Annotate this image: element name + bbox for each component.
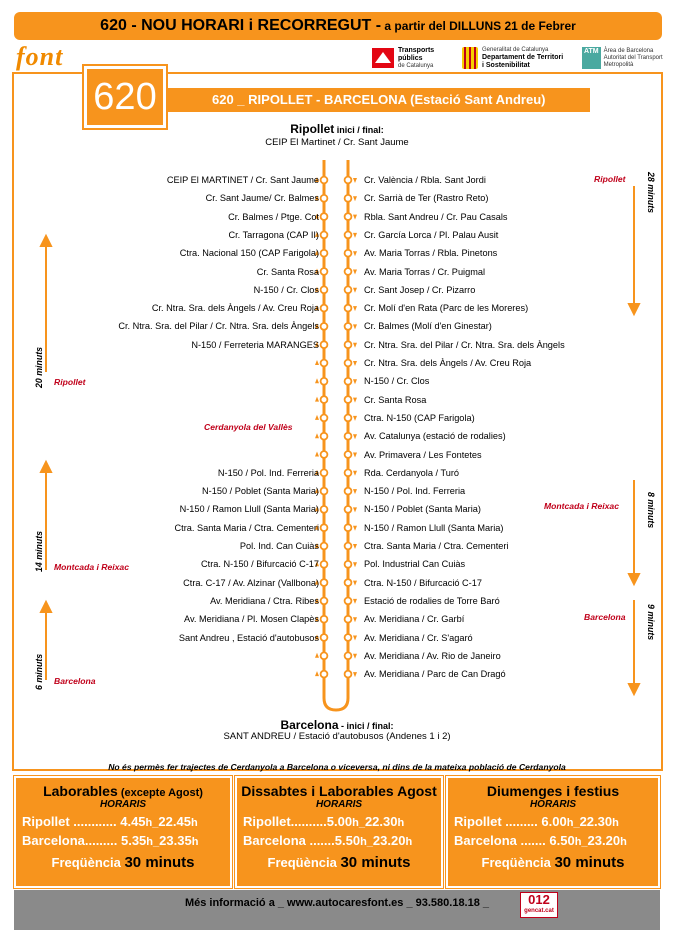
footer-info: Més informació a _ www.autocaresfont.es _ 93.580.18.18 _ [184, 897, 490, 909]
schedule-frequency: Freqüència 30 minuts [481, 854, 625, 871]
stop-right-label: Cr. Santa Rosa [364, 394, 427, 405]
stop-marker-left [315, 396, 327, 403]
schedule-subtitle: HORARIS [315, 799, 363, 810]
stop-marker-right [345, 250, 357, 257]
footer-label: Més informació a _ [184, 897, 288, 909]
town-right-ripollet: Ripollet [594, 174, 626, 184]
destination-label: - inici / final: [338, 721, 394, 731]
schedule-frequency: Freqüència 30 minuts [51, 854, 195, 871]
schedule-title: Dissabtes i Laborables Agost [241, 783, 437, 799]
stop-marker-right [345, 579, 357, 586]
town-right-montcada: Montcada i Reixac [544, 501, 619, 511]
stop-left-label: Cr. Tarragona (CAP II) [228, 229, 319, 240]
stop-marker-right [345, 561, 357, 568]
footer-web-link[interactable]: www.autocaresfont.es [287, 897, 404, 909]
schedule-weekdays [14, 776, 232, 888]
schedule-title: Diumenges i festius [486, 783, 620, 799]
stop-marker-right [345, 506, 357, 513]
duration-right-8: 8 minuts [646, 492, 656, 529]
stop-left-label: Ctra. Santa Maria / Ctra. Cementeri [174, 522, 319, 533]
origin-name: Ripollet [290, 122, 335, 136]
stop-right-label: Av. Meridiana / Cr. S'agaró [364, 632, 473, 643]
stop-right-label: N-150 / Ramon Llull (Santa Maria) [364, 522, 504, 533]
stop-marker-right [345, 268, 357, 275]
stop-right-label: Av. Meridiana / Cr. Garbí [364, 614, 465, 625]
stop-marker-right [345, 616, 357, 623]
stop-right-label: Av. Maria Torras / Cr. Puigmal [364, 266, 486, 277]
stop-right-label: Cr. García Lorca / Pl. Palau Ausit [364, 229, 499, 240]
right-arrow-9-head [629, 684, 639, 694]
stop-left-label: Cr. Balmes / Ptge. Cot [228, 211, 319, 222]
banner-title: 620 - NOU HORARI i RECORREGUT - [100, 17, 382, 34]
stop-marker-left [315, 378, 327, 385]
schedule-row-ripollet: Ripollet..........5.00h_22.30h [243, 814, 405, 829]
stop-marker-left [315, 652, 327, 659]
stop-right-label: Cr. València / Rbla. Sant Jordi [364, 175, 486, 185]
destination-stop: SANT ANDREU / Estació d'autobusos (Andenes 1 i 2) [223, 731, 451, 742]
gen-line-2: Departament de Territori [482, 53, 564, 61]
stop-left-label: Av. Meridiana / Ctra. Ribes [210, 595, 319, 606]
destination-name: Barcelona [280, 718, 339, 732]
banner-subtitle: a partir del DILLUNS 21 de Febrer [381, 19, 576, 33]
stop-marker-right [345, 415, 357, 422]
stop-marker-right [345, 524, 357, 531]
stop-left-label: Cr. Ntra. Sra. del Pilar / Cr. Ntra. Sra. dels Àngels [118, 321, 319, 332]
stop-left-label: Av. Meridiana / Pl. Mosen Clapès [184, 614, 319, 625]
stop-left-label: Ctra. C-17 / Av. Alzinar (Vallbona) [183, 577, 319, 588]
stop-right-label: Rda. Cerdanyola / Turó [364, 467, 459, 478]
stop-right-label: Av. Meridiana / Av. Rio de Janeiro [364, 650, 501, 661]
stop-right-label: N-150 / Cr. Clos [364, 376, 430, 387]
stop-right-label: Av. Catalunya (estació de rodalies) [364, 431, 506, 442]
gen-line-1: Generalitat de Catalunya [482, 46, 549, 53]
stop-left-label: N-150 / Cr. Clos [253, 284, 319, 295]
stop-marker-left [315, 415, 327, 422]
footer-phone[interactable]: 93.580.18.18 [415, 897, 480, 909]
stop-left-label: Ctra. N-150 / Bifurcació C-17 [201, 559, 319, 570]
stop-left-label: N-150 / Poblet (Santa Maria) [202, 486, 319, 497]
town-left-montcada: Montcada i Reixac [54, 562, 129, 572]
stop-marker-left [315, 360, 327, 367]
stop-right-label: Pol. Industrial Can Cuiàs [364, 559, 466, 570]
tpc-line-2: públics [398, 54, 423, 62]
line-number-badge: 620 [84, 66, 166, 128]
stop-marker-right [345, 634, 357, 641]
restriction-note: No és permès fer trajectes de Cerdanyola a Barcelona o viceversa, ni dins de la mateixa població de Cerdanyola [108, 762, 566, 772]
schedule-frequency: Freqüència 30 minuts [267, 854, 411, 871]
duration-left-6: 6 minuts [34, 653, 44, 690]
stop-markers [315, 177, 357, 678]
left-arrow-20-head [41, 236, 51, 246]
stop-left-label: Sant Andreu , Estació d'autobusos [178, 632, 319, 643]
stop-marker-right [345, 469, 357, 476]
schedule-subtitle: HORARIS [99, 799, 147, 810]
town-left-ripollet: Ripollet [54, 377, 86, 387]
stop-marker-right [345, 433, 357, 440]
stop-marker-right [345, 488, 357, 495]
stop-marker-right [345, 286, 357, 293]
stop-marker-left [315, 451, 327, 458]
stop-marker-right [345, 652, 357, 659]
stop-right-label: Cr. Molí d'en Rata (Parc de les Moreres) [364, 303, 529, 314]
atm-line-1: Àrea de Barcelona [603, 47, 654, 54]
town-left-barcelona: Barcelona [54, 676, 96, 686]
stop-left-label: N-150 / Ramon Llull (Santa Maria) [179, 504, 319, 515]
town-right-barcelona: Barcelona [584, 612, 626, 622]
logo-012 [520, 892, 558, 918]
stop-marker-right [345, 341, 357, 348]
stop-marker-right [345, 305, 357, 312]
town-cerdanyola: Cerdanyola del Vallès [204, 422, 293, 432]
stop-right-label: Ctra. N-150 / Bifurcació C-17 [364, 577, 482, 588]
stop-marker-right [345, 378, 357, 385]
stop-left-label: Cr. Ntra. Sra. dels Àngels / Av. Creu Roja [151, 303, 319, 314]
stop-left-label: Ctra. Nacional 150 (CAP Farigola) [179, 248, 319, 259]
stop-right-label: Av. Meridiana / Parc de Can Dragó [364, 669, 506, 680]
stop-right-label: Cr. Ntra. Sra. dels Àngels / Av. Creu Roja [364, 358, 532, 368]
tpc-line-3: de Catalunya [398, 62, 434, 69]
duration-left-20: 20 minuts [34, 346, 44, 388]
stop-right-label: Cr. Sarrià de Ter (Rastro Reto) [364, 193, 489, 204]
right-arrow-8-head [629, 574, 639, 584]
stop-marker-left [315, 671, 327, 678]
stop-right-label: N-150 / Pol. Ind. Ferreria [364, 486, 466, 497]
duration-right-9: 9 minuts [646, 604, 656, 641]
duration-arrows [41, 186, 639, 694]
stop-right-label: Cr. Balmes (Molí d'en Ginestar) [364, 321, 492, 332]
stop-left-label: N-150 / Pol. Ind. Ferreria [217, 467, 319, 478]
logo-012-sub: gencat.cat [524, 908, 554, 914]
stop-marker-right [345, 177, 357, 184]
stop-right-label: Rbla. Sant Andreu / Cr. Pau Casals [364, 211, 508, 222]
stop-right-label: Cr. Ntra. Sra. del Pilar / Cr. Ntra. Sra. dels Àngels [364, 339, 565, 350]
duration-right-28: 28 minuts [646, 172, 656, 214]
gen-line-3: i Sostenibilitat [482, 61, 530, 69]
stop-right-label: N-150 / Poblet (Santa Maria) [364, 504, 481, 515]
schedule-row-barcelona: Barcelona .......5.50h_23.20h [243, 833, 413, 848]
atm-line-3: Metropolità [603, 61, 634, 68]
stop-right-label: Ctra. Santa Maria / Ctra. Cementeri [364, 541, 509, 551]
stop-marker-left [315, 433, 327, 440]
left-arrow-6-head [41, 602, 51, 612]
left-arrow-14-head [41, 462, 51, 472]
stop-marker-right [345, 543, 357, 550]
schedule-row-barcelona: Barcelona ....... 6.50h_23.20h [454, 833, 627, 848]
stop-marker-right [345, 232, 357, 239]
font-logo: font [16, 42, 64, 71]
logo-012-number: 012 [528, 892, 550, 907]
stop-marker-right [345, 360, 357, 367]
stop-left-label: Pol. Ind. Can Cuiàs [239, 541, 319, 551]
schedule-row-ripollet: Ripollet ......... 6.00h_22.30h [454, 814, 619, 829]
atm-line-2: Autoritat del Transport [603, 54, 663, 61]
right-arrow-28-head [629, 304, 639, 314]
stop-left-label: CEIP El MARTINET / Cr. Sant Jaume [166, 175, 319, 185]
stop-marker-right [345, 671, 357, 678]
stop-marker-right [345, 195, 357, 202]
stop-right-label: Cr. Sant Josep / Cr. Pizarro [364, 284, 476, 295]
schedule-saturdays [235, 776, 443, 888]
stop-right-label: Estació de rodalies de Torre Baró [364, 595, 500, 606]
line-title: 620 _ RIPOLLET - BARCELONA (Estació Sant Andreu) [168, 88, 590, 112]
atm-badge: ATM [582, 47, 601, 69]
stop-marker-right [345, 213, 357, 220]
footer-bar [14, 890, 660, 930]
stop-marker-right [345, 323, 357, 330]
stop-marker-right [345, 598, 357, 605]
schedule-title: Laborables [43, 783, 118, 799]
duration-left-14: 14 minuts [34, 530, 44, 572]
stop-right-label: Av. Maria Torras / Rbla. Pinetons [364, 248, 498, 259]
stop-right-label: Ctra. N-150 (CAP Farigola) [364, 412, 475, 423]
schedule-row-barcelona: Barcelona......... 5.35h_23.35h [22, 833, 199, 848]
schedule-row-ripollet: Ripollet ............ 4.45h_22.45h [22, 814, 198, 829]
stop-left-label: Cr. Sant Jaume/ Cr. Balmes [205, 193, 319, 204]
stop-left-label: Cr. Santa Rosa [256, 266, 319, 277]
schedule-sundays [446, 776, 660, 888]
schedule-subtitle: HORARIS [529, 799, 577, 810]
stop-marker-right [345, 451, 357, 458]
stop-left-label: N-150 / Ferreteria MARANGES [191, 339, 319, 350]
stop-right-label: Av. Primavera / Les Fontetes [364, 449, 482, 460]
origin-label: inici / final: [334, 125, 384, 135]
tpc-line-1: Transports [398, 46, 435, 54]
schedule-title-extra: (excepte Agost) [117, 787, 203, 799]
origin-stop: CEIP El Martinet / Cr. Sant Jaume [265, 137, 409, 148]
stop-marker-right [345, 396, 357, 403]
